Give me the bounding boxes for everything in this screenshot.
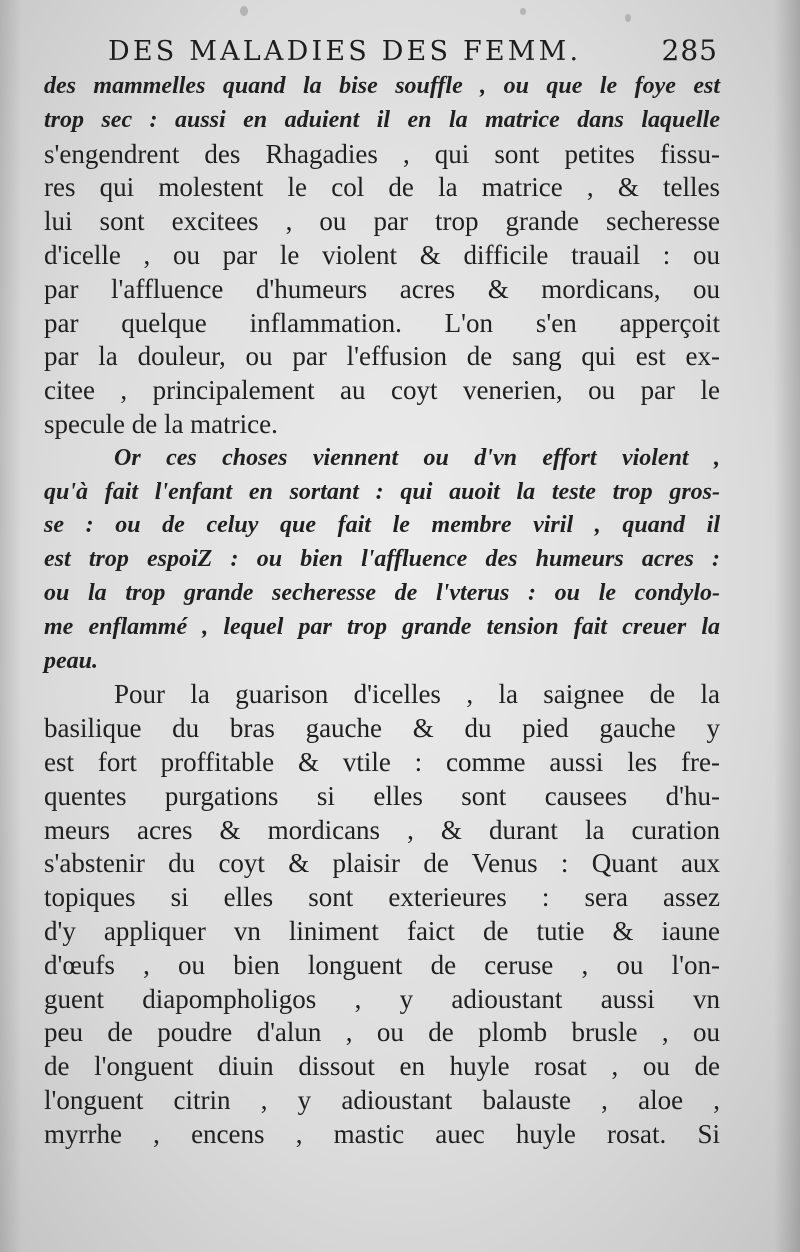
text-line: ou la trop grande secheresse de l'vterus : ou le condylo- (44, 579, 720, 606)
ink-spot (520, 8, 526, 15)
text-line: l'onguent citrin , y adioustant balauste , aloe , (44, 1084, 720, 1115)
page-left-shadow (0, 0, 22, 1252)
text-line: lui sont excitees , ou par trop grande secheresse (44, 206, 720, 237)
text-line: myrrhe , encens , mastic auec huyle rosat. Si (44, 1118, 720, 1149)
text-line: basilique du bras gauche & du pied gauche y (44, 713, 720, 744)
text-line: par quelque inflammation. L'on s'en apperçoit (44, 307, 720, 338)
text-line: topiques si elles sont exterieures : sera assez (44, 882, 720, 913)
body-text (44, 70, 720, 1152)
text-line: Or ces choses viennent ou d'vn effort violent , (114, 444, 720, 471)
ink-spot (240, 6, 248, 16)
text-line: guent diapompholigos , y adioustant aussi vn (44, 983, 720, 1014)
text-line: des mammelles quand la bise souffle , ou que le foye est (44, 73, 720, 99)
text-line: quentes purgations si elles sont causees d'hu- (44, 780, 720, 811)
text-line: est trop espoiZ : ou bien l'affluence des humeurs acres : (44, 546, 720, 573)
text-line: d'icelle , ou par le violent & difficile trauail : ou (44, 239, 720, 270)
page-right-shadow (774, 0, 800, 1252)
text-line: specule de la matrice. (44, 408, 278, 439)
text-line: me enflammé , lequel par trop grande tension fait creuer la (44, 613, 720, 640)
text-line: Pour la guarison d'icelles , la saignee de la (114, 679, 720, 710)
text-line: par l'affluence d'humeurs acres & mordicans, ou (44, 273, 720, 304)
text-line: peu de poudre d'alun , ou de plomb brusle , ou (44, 1017, 720, 1048)
text-line: citee , principalement au coyt venerien, ou par le (44, 375, 720, 406)
text-line: meurs acres & mordicans , & durant la curation (44, 814, 720, 845)
text-line: d'œufs , ou bien longuent de ceruse , ou l'on- (44, 949, 720, 980)
text-line: trop sec : aussi en aduient il en la matrice dans laquelle (44, 106, 720, 133)
text-line: s'engendrent des Rhagadies , qui sont petites fissu- (44, 138, 720, 169)
ink-spot (625, 14, 631, 22)
text-line: s'abstenir du coyt & plaisir de Venus : Quant aux (44, 848, 720, 879)
text-line: de l'onguent diuin dissout en huyle rosat , ou de (44, 1051, 720, 1082)
text-line: qu'à fait l'enfant en sortant : qui auoit la teste trop gros- (44, 478, 720, 505)
running-head: DES MALADIES DES FEMM. (108, 36, 582, 67)
text-line: par la douleur, ou par l'effusion de sang qui est ex- (44, 341, 720, 372)
page-header (108, 32, 718, 72)
text-line: se : ou de celuy que fait le membre viril , quand il (44, 512, 720, 539)
text-line: est fort proffitable & vtile : comme aussi les fre- (44, 746, 720, 777)
text-line: peau. (44, 647, 98, 674)
text-line: d'y appliquer vn liniment faict de tutie & iaune (44, 915, 720, 946)
page-number: 285 (661, 34, 718, 67)
text-line: res qui molestent le col de la matrice , & telles (44, 172, 720, 203)
